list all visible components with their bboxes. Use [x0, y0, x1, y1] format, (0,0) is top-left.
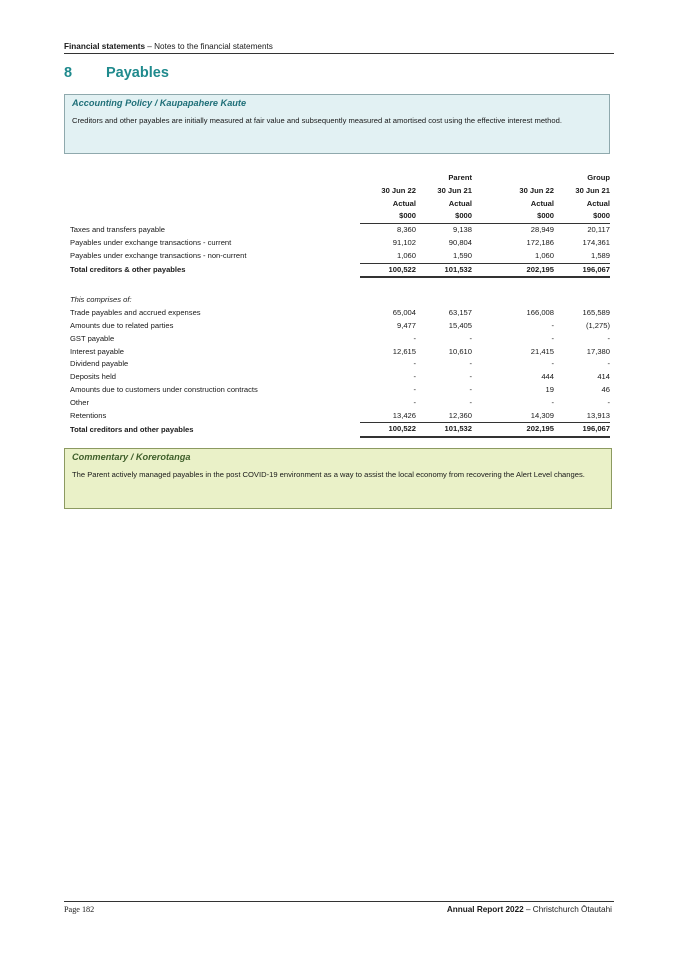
table-row [70, 237, 610, 250]
row-value: 10,610 [448, 346, 472, 356]
total-value: 202,195 [472, 263, 554, 277]
row-value: 28,949 [530, 225, 554, 235]
total-value: 100,522 [360, 263, 416, 277]
table-row [70, 346, 610, 359]
row-value: - [413, 384, 416, 394]
table-row [70, 358, 610, 371]
row-value: 8,360 [396, 225, 416, 235]
table-row [70, 224, 610, 237]
row-value: 12,360 [416, 410, 472, 423]
accounting-policy-box [64, 94, 610, 154]
row-value: - [469, 333, 472, 343]
total-value: 101,532 [416, 263, 472, 277]
total-value: 196,067 [554, 423, 610, 437]
policy-text: Creditors and other payables are initially measured at fair value and subsequently measured at amortised cost using the effective interest method. [72, 116, 562, 125]
row-label: Taxes and transfers payable [70, 224, 165, 234]
row-value: - [551, 333, 554, 343]
row-value: 19 [545, 384, 554, 394]
row-value: - [607, 397, 610, 407]
total-label: Total creditors and other payables [70, 424, 194, 434]
row-label: Retentions [70, 410, 107, 420]
row-value: 20,117 [587, 225, 610, 235]
row-value: - [551, 397, 554, 407]
page-number: Page 182 [64, 905, 95, 914]
row-value: - [551, 320, 554, 330]
row-value: 165,589 [582, 308, 610, 318]
total-value: 202,195 [472, 423, 554, 437]
row-label: Deposits held [70, 372, 117, 382]
row-label: GST payable [70, 333, 115, 343]
table-row [70, 384, 610, 397]
commentary-box [64, 448, 612, 509]
column-basis: Actual [586, 198, 610, 208]
row-value: 9,138 [452, 225, 472, 235]
row-value: 1,589 [554, 250, 610, 263]
section-name: Payables [106, 65, 169, 81]
row-value: 414 [597, 372, 610, 382]
row-value: 1,060 [360, 250, 416, 263]
row-value: 172,186 [526, 237, 554, 247]
row-label: Other [70, 397, 89, 407]
row-label: Payables under exchange transactions - non-current [70, 251, 247, 261]
column-date: 30 Jun 21 [437, 185, 472, 195]
row-value: 13,426 [360, 410, 416, 423]
group-header: Group [587, 173, 610, 182]
payables-table [70, 172, 610, 438]
table-row [70, 410, 610, 423]
row-value: 15,405 [448, 320, 472, 330]
row-value: 166,008 [526, 308, 554, 318]
parent-header: Parent [448, 173, 472, 182]
report-place: – Christchurch Ōtautahi [523, 905, 612, 914]
column-date: 30 Jun 22 [381, 185, 416, 195]
column-unit: $000 [554, 210, 610, 223]
policy-heading: Accounting Policy / Kaupapahere Kaute [72, 98, 247, 108]
row-value: - [413, 359, 416, 369]
group-header-row [70, 172, 610, 185]
row-value: - [469, 372, 472, 382]
row-value: 12,615 [392, 346, 416, 356]
total-label: Total creditors & other payables [70, 264, 186, 274]
header-title: Financial statements [64, 42, 145, 51]
row-value: - [469, 384, 472, 394]
column-date: 30 Jun 21 [575, 185, 610, 195]
comprises-label: This comprises of: [70, 295, 132, 305]
row-value: 21,415 [530, 346, 554, 356]
row-value: 63,157 [448, 308, 472, 318]
total-value: 100,522 [360, 423, 416, 437]
column-date: 30 Jun 22 [519, 185, 554, 195]
row-value: - [551, 359, 554, 369]
row-value: 14,309 [472, 410, 554, 423]
table-row [70, 250, 610, 263]
row-value: - [413, 333, 416, 343]
row-value: 444 [541, 372, 554, 382]
section-number: 8 [64, 65, 73, 81]
row-value: - [469, 359, 472, 369]
table-row [70, 397, 610, 410]
total-value: 101,532 [416, 423, 472, 437]
table-row [70, 333, 610, 346]
commentary-heading: Commentary / Korerotanga [72, 452, 191, 462]
row-value: 17,380 [586, 346, 610, 356]
row-value: (1,275) [585, 320, 610, 330]
total-row [70, 423, 610, 437]
row-value: - [413, 372, 416, 382]
section-title [64, 65, 169, 81]
commentary-text: The Parent actively managed payables in the post COVID-19 environment as a way to assist the local economy from recovering the Alert Level changes. [72, 470, 585, 479]
row-value: 1,060 [472, 250, 554, 263]
table-row [70, 320, 610, 333]
total-row [70, 263, 610, 277]
row-value: 174,361 [582, 237, 610, 247]
row-label: Interest payable [70, 346, 125, 356]
table-row [70, 371, 610, 384]
row-value: 9,477 [396, 320, 416, 330]
row-value: 1,590 [416, 250, 472, 263]
row-value: 46 [601, 384, 610, 394]
column-unit: $000 [472, 210, 554, 223]
column-unit: $000 [360, 210, 416, 223]
row-label: Dividend payable [70, 359, 129, 369]
row-value: - [413, 397, 416, 407]
column-basis: Actual [392, 198, 416, 208]
comprises-row [70, 294, 610, 307]
row-label: Payables under exchange transactions - current [70, 237, 232, 247]
row-value: - [607, 333, 610, 343]
row-value: 13,913 [554, 410, 610, 423]
basis-header-row [70, 198, 610, 211]
table-row [70, 307, 610, 320]
footer-divider [64, 901, 614, 902]
total-value: 196,067 [554, 263, 610, 277]
row-label: Amounts due to related parties [70, 320, 174, 330]
row-label: Amounts due to customers under construction contracts [70, 384, 258, 394]
row-value: 90,804 [448, 237, 472, 247]
row-value: 65,004 [392, 308, 416, 318]
header-subtitle: – Notes to the financial statements [145, 42, 273, 51]
report-name: Annual Report 2022 [446, 905, 524, 914]
column-basis: Actual [448, 198, 472, 208]
row-value: 91,102 [392, 237, 416, 247]
row-value: - [469, 397, 472, 407]
column-basis: Actual [530, 198, 554, 208]
column-unit: $000 [416, 210, 472, 223]
date-header-row [70, 185, 610, 198]
header-divider [64, 53, 614, 54]
footer-report-title [447, 905, 612, 914]
unit-header-row [70, 210, 610, 223]
row-value: - [607, 359, 610, 369]
row-label: Trade payables and accrued expenses [70, 308, 201, 318]
